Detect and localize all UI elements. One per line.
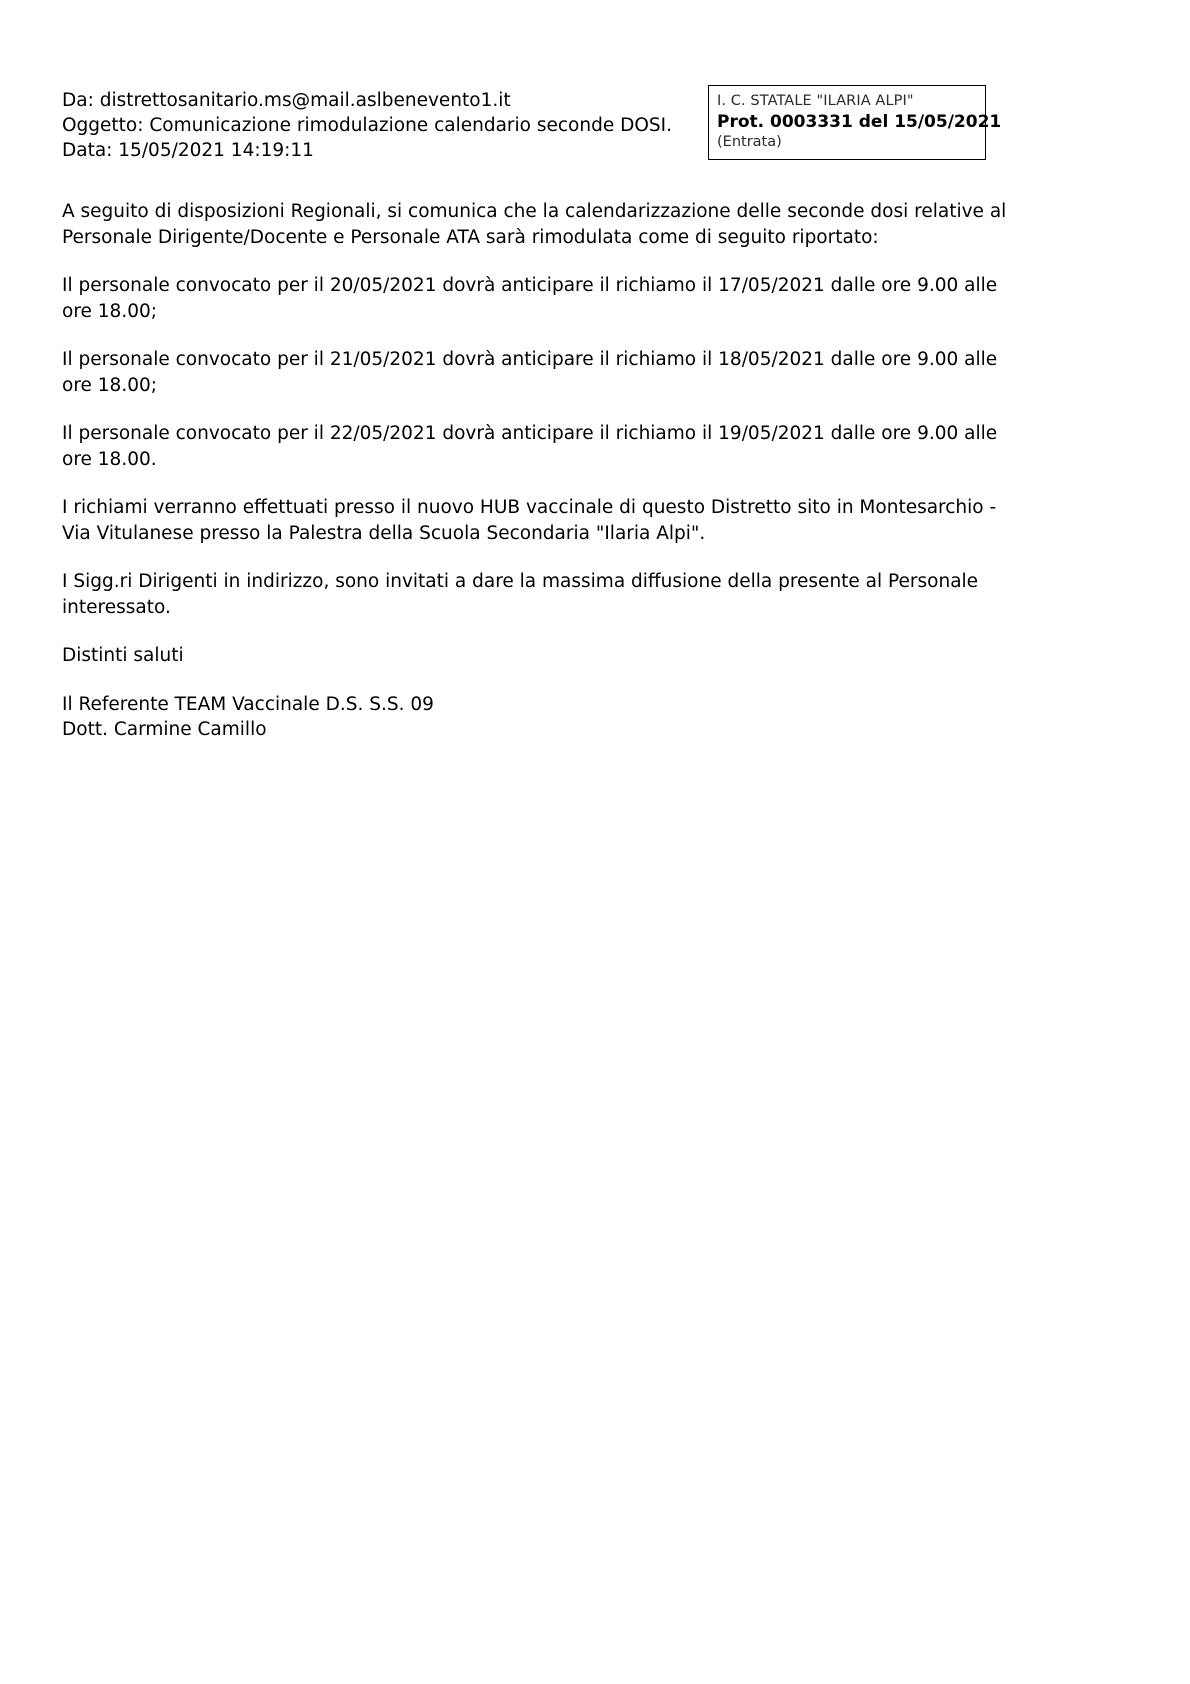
email-from-line: Da: distrettosanitario.ms@mail.aslbenevento1.it <box>62 90 511 111</box>
paragraph-intro: A seguito di disposizioni Regionali, si comunica che la calendarizzazione delle seconde dosi relative al Personale Dirigente/Docente e Personale ATA sarà rimodulata come di seguito riportato: <box>62 201 1007 248</box>
paragraph-location: I richiami verranno effettuati presso il nuovo HUB vaccinale di questo Distretto sito in Montesarchio - Via Vitulanese presso la Palestra della Scuola Secondaria "Ilaria Alpi". <box>62 497 997 544</box>
stamp-school-name: I. C. STATALE "ILARIA ALPI" <box>717 93 914 109</box>
paragraph-closing: Distinti saluti <box>62 645 184 666</box>
document-body <box>62 199 1007 743</box>
email-header <box>62 88 682 163</box>
paragraph-date-21-05: Il personale convocato per il 21/05/2021 dovrà anticipare il richiamo il 18/05/2021 dalle ore 9.00 alle ore 18.00; <box>62 349 998 396</box>
signature-role: Il Referente TEAM Vaccinale D.S. S.S. 09 <box>62 693 434 715</box>
email-date-line: Data: 15/05/2021 14:19:11 <box>62 140 314 161</box>
paragraph-date-22-05: Il personale convocato per il 22/05/2021 dovrà anticipare il richiamo il 19/05/2021 dalle ore 9.00 alle ore 18.00. <box>62 423 998 470</box>
paragraph-diffusion: I Sigg.ri Dirigenti in indirizzo, sono invitati a dare la massima diffusione della presente al Personale interessato. <box>62 571 979 618</box>
signature-name: Dott. Carmine Camillo <box>62 719 267 740</box>
paragraph-date-20-05: Il personale convocato per il 20/05/2021 dovrà anticipare il richiamo il 17/05/2021 dalle ore 9.00 alle ore 18.00; <box>62 275 998 322</box>
protocol-stamp <box>708 85 1002 160</box>
stamp-protocol-number: Prot. 0003331 del 15/05/2021 <box>717 112 1002 132</box>
stamp-entry-type: (Entrata) <box>717 134 782 150</box>
email-subject-line: Oggetto: Comunicazione rimodulazione calendario seconde DOSI. <box>62 115 672 136</box>
